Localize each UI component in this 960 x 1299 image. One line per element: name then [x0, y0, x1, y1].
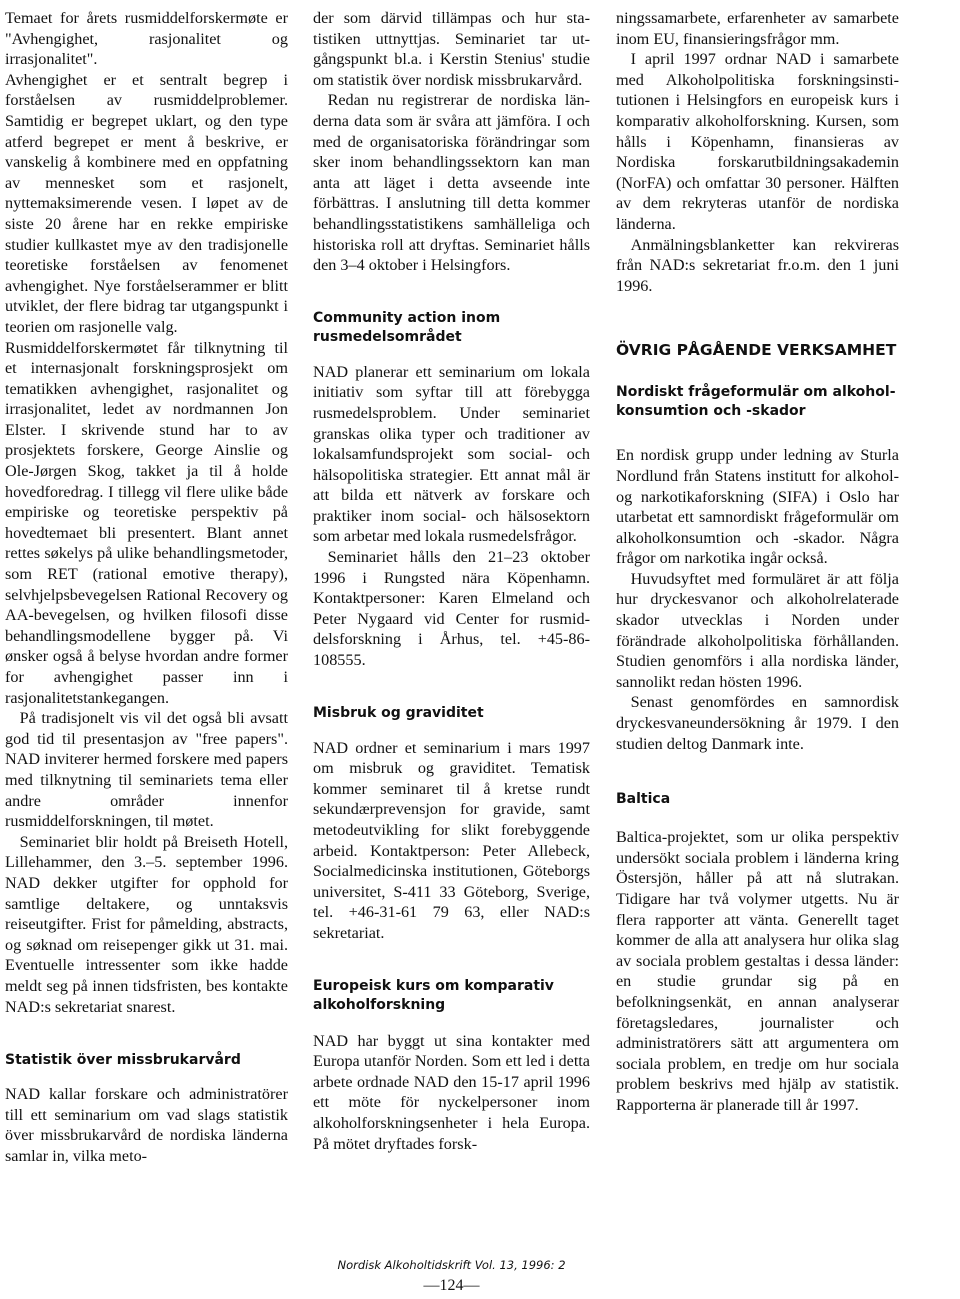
- column-2: [313, 8, 590, 1154]
- heading-misbruk-graviditet: Misbruk og graviditet: [313, 704, 484, 721]
- heading-europeisk-kurs: Europeisk kurs om komparativ alkoholforskning: [313, 977, 554, 1013]
- paragraph: NAD har byggt ut sina kontakter med Europa utanför Norden. Som ett led i detta arbete ordnade NAD den 15-17 april 1996 ett möte för nyckelpersoner inom alkoholforskningsenheter i hela Europa. På mötet dryftades forsk-: [313, 1031, 590, 1153]
- column-1: [5, 8, 288, 1166]
- section-heading-ovrig: ÖVRIG PÅGÅENDE VERKSAMHET: [616, 341, 897, 360]
- paragraph: NAD planerar ett seminarium om lokala initiativ som syftar till att förebygga rusmedelsproblem. Under seminariet granskas olika typer och traditioner av lokalsamfundsprojekt som social- och hälsopolitiska strategier. Ett annat mål är att bilda ett nätverk av forskare och praktiker inom social- och hälsosektorn som arbetar med lokala rusmedelsfrågor.: [313, 362, 590, 546]
- paragraph: Redan nu registrerar de nordiska länderna data som är svåra att jämföra. I och med de organisatoriska förändringar som sker inom behandlingssektorn kan man anta att läget i detta avseende inte förbättras. I anslutning till detta kommer behandlingsstatistikens samhälleliga och historiska roll att dryftas. Seminariet hålls den 3–4 oktober i Helsingfors.: [313, 91, 590, 275]
- paragraph: Baltica-projektet, som ur olika perspektiv undersökt sociala problem i länderna kring Östersjön, håller på att nå slutrakan. Tidigare har två volymer utgetts. Nu är flera rapporter att vänta. Generellt taget kommer de alla att analysera hur olika slag av sociala problem gestaltas i dessa länder: en studie grundar sig på en befolkningsenkät, en annan analyserar företagsledares, journalister och administratörers sätt att argumentera om sociala problem, en tredje om hur sociala problem beskrivs med hjälp av statistik. Rapporterna är planerade till år 1997.: [616, 828, 899, 1114]
- heading-statistik: Statistik över missbrukarvård: [5, 1052, 241, 1069]
- heading-community-action: Community action inom rusmedelsområdet: [313, 309, 501, 345]
- section-nordiskt-frageformular: [616, 445, 899, 754]
- column-3: [616, 8, 899, 1116]
- section-statistik: [5, 1084, 288, 1166]
- paragraph: En nordisk grupp under ledning av Sturla Nordlund från Statens institutt for alkohol- og narkotikaforskning (SIFA) i Oslo har utarbetat ett samnordiskt frågeformulär om alkoholkonsumtion och -skador. Några frågor om narkotika ingår också.: [616, 446, 899, 568]
- paragraph: NAD kallar forskare och administratörer till ett seminarium om vad slags statistik över missbrukarvård de nordiska länderna samlar in, vilka meto-: [5, 1085, 288, 1165]
- paragraph: Temaet for årets rusmiddelforskermøte er "Avhengighet, rasjonalitet og irrasjonalitet".: [5, 9, 288, 69]
- paragraph: Huvudsyftet med formuläret är att följa hur dryckesvanor och alkoholrelaterade skador utvecklas i Norden under förändrade alkoholpolitiska förhållanden. Studien genomförs i alla nordiska länder, sannolikt redan hösten 1996.: [616, 569, 899, 691]
- section-community-action: [313, 362, 590, 671]
- heading-nordiskt-frageformular: Nordiskt frågeformulär om alkoholkonsumtion och -skador: [616, 384, 896, 420]
- section-misbruk-graviditet: [313, 738, 590, 944]
- paragraph: I april 1997 ordnar NAD i samarbete med Alkoholpolitiska forskningsinstitutionen i Helsingfors en europeisk kurs i komparativ alkoholforskning. Kursen, som hålls i Köpenhamn, finansieras av Nordiska forskarutbildningsakademin (NorFA) och omfattar 30 personer. Hälften av dem rekryteras utanför de nordiska länderna.: [616, 50, 899, 233]
- paragraph: Anmälningsblanketter kan rekvireras från NAD:s sekretariat fr.o.m. den 1 juni 1996.: [616, 235, 899, 295]
- paragraph: Seminariet hålls den 21–23 oktober 1996 i Rungsted nära Köpenhamn. Kontaktpersoner: Karen Elmeland och Peter Nygaard vid Center for rusmiddelsforskning i Århus, tel. +45-86-108555.: [313, 548, 590, 670]
- paragraph: Avhengighet er et sentralt begrep i forståelsen av rusmiddelproblemer. Samtidig er begrepet uklart, og den type atferd begrepet er ment å beskrive, er vanskelig å kombinere med en oppfatning av mennesket som et rasjonelt, nyttemaksimerende vesen. I løpet av de siste 20 årene har en rekke empiriske studier kullkastet mye av den tradisjonelle teoretiske forståelsen av fenomenet avhengighet. Nye forståelserammer er blitt utviklet, der flere bidrag tar utgangspunkt i teorien om rasjonelle valg.: [5, 70, 288, 336]
- paragraph: NAD ordner et seminarium i mars 1997 om misbruk og graviditet. Tematisk kommer seminaret til å kretse rundt sekundærprevensjon for gravide, samt metodeutvikling for slikt forebyggende arbeid. Kontaktperson: Peter Allebeck, Socialmedicinska institutionen, Göteborgs universitet, S-411 33 Göteborg, Sverige, tel. +46-31-61 79 63, eller NAD:s sekretariat.: [313, 738, 590, 942]
- page-number: —124—: [423, 1277, 480, 1294]
- paragraph: Seminariet blir holdt på Breiseth Hotell, Lillehammer, den 3.–5. september 1996. NAD dekker utgifter for opphold for samtlige deltakere, og unntaksvis reiseutgifter. Frist for påmelding, abstracts, og søknad om reisepenger gikk ut 31. mai. Eventuelle intressenter som ikke hadde meldt seg på innen tidsfristen, bes kontakte NAD:s sekretariat snarest.: [5, 832, 288, 1016]
- paragraph: På tradisjonelt vis vil det også bli avsatt god tid til presentasjon av "free papers". NAD inviterer hermed forskere med papers med tilknytning til seminariets tema eller andre områder innenfor rusmiddelforskningen, til møtet.: [5, 709, 288, 831]
- heading-baltica: Baltica: [616, 791, 671, 808]
- section-baltica: [616, 827, 899, 1115]
- paragraph: Senast genomfördes en samnordisk dryckesvaneundersökning år 1979. I den studien deltog Danmark inte.: [616, 693, 899, 753]
- section-europeisk-kurs: [313, 1031, 590, 1155]
- paragraph: ningssamarbete, erfarenheter av samarbete inom EU, finansieringsfrågor mm.: [616, 9, 899, 48]
- journal-citation: Nordisk Alkoholtidskrift Vol. 13, 1996: 2: [337, 1258, 566, 1272]
- paragraph: der som därvid tillämpas och hur statistiken uttnyttjas. Seminariet tar utgångspunkt bl.a. i Kerstin Stenius' studie om statistik över nordisk missbrukarvård.: [313, 9, 590, 89]
- paragraph: Rusmiddelforskermøtet får tilknytning til et internasjonalt forskningsprosjekt om tematikken avhengighet, rasjonalitet og irrasjonalitet, ledet av nordmannen Jon Elster. I skrivende stund har to av prosjektets forskere, George Ainslie og Ole-Jørgen Skog, takket ja til å holde hovedforedrag. I tillegg vil flere ulike både empiriske og teoretiske perspektiv på hovedtemaet bli presentert. Blant annet rettes søkelys på ulike behandlingsmetoder, som RET (rational emotive therapy), selvhjelpsbevegelsen Rational Recovery og AA-bevegelsen, og hvilken filosofi disse behandlingsmodellene bygger på. Vi ønsker også å belyse hvordan andre former for avhengighet passer inn i rasjonalitetstankegangen.: [5, 338, 288, 707]
